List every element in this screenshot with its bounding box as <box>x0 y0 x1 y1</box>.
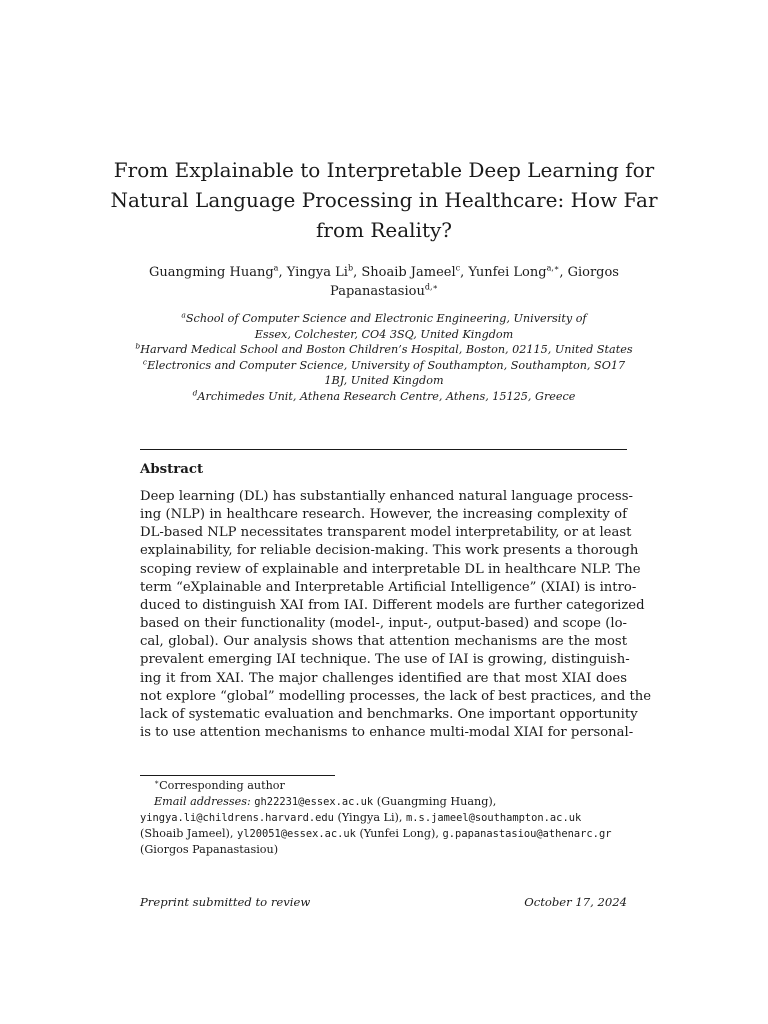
title-line: From Explainable to Interpretable Deep Learning for <box>113 158 655 182</box>
author-name: Yingya Li <box>286 265 348 280</box>
author-name: Papanastasiou <box>330 284 425 299</box>
affiliation-text: Essex, Colchester, CO4 3SQ, United Kingdom <box>254 327 514 341</box>
abstract-line: is to use attention mechanisms to enhance multi-modal XIAI for personal- <box>140 725 634 741</box>
author-affil-mark: d,∗ <box>424 282 438 292</box>
email-address[interactable]: yingya.li@childrens.harvard.edu <box>140 812 334 824</box>
author-name: Giorgos <box>567 265 619 280</box>
affiliation-line <box>100 373 668 389</box>
abstract-line: not explore “global” modelling processes, the lack of best practices, and the <box>140 688 652 704</box>
author-name: Yunfei Long <box>468 265 547 280</box>
email-address[interactable]: gh22231@essex.ac.uk <box>254 796 374 808</box>
email-owner: (Yingya Li), <box>337 811 403 824</box>
abstract-line: prevalent emerging IAI technique. The use of IAI is growing, distinguish- <box>140 652 630 668</box>
affiliation-text: Archimedes Unit, Athena Research Centre, Athens, 15125, Greece <box>197 389 576 403</box>
abstract-heading: Abstract <box>140 462 204 477</box>
abstract-line: ing (NLP) in healthcare research. However, the increasing complexity of <box>140 507 627 523</box>
abstract-line: duced to distinguish XAI from IAI. Different models are further categorized <box>140 597 645 613</box>
corresponding-author-note <box>140 778 627 794</box>
email-owner: (Guangming Huang), <box>376 795 497 808</box>
affiliation-text: 1BJ, United Kingdom <box>324 374 444 387</box>
title-line: from Reality? <box>316 218 452 242</box>
affiliation-text: Harvard Medical School and Boston Children’s Hospital, Boston, 02115, United States <box>140 343 633 356</box>
footnotes <box>140 778 627 858</box>
title-line: Natural Language Processing in Healthcare: How Far <box>110 188 658 212</box>
abstract-line: Deep learning (DL) has substantially enhanced natural language process- <box>140 489 633 504</box>
author-affil-mark: a,∗ <box>546 263 560 273</box>
affiliation-line <box>100 389 668 405</box>
email-line <box>140 794 627 810</box>
affiliation-text: School of Computer Science and Electronic Engineering, University of <box>185 312 587 325</box>
author-line: Guangming Huang$^a$, Yingya Li$^b$, Shoaib Jameel$^c$, Yunfei Long$^{a,∗}$, Giorgos <box>149 263 619 280</box>
abstract-line: based on their functionality (model-, input-, output-based) and scope (lo- <box>140 616 627 632</box>
affiliation-list <box>100 311 668 404</box>
abstract-line: lack of systematic evaluation and benchmarks. One important opportunity <box>140 706 638 722</box>
footnote-divider <box>140 775 335 776</box>
email-address[interactable]: yl20051@essex.ac.uk <box>237 828 356 840</box>
abstract-line: cal, global). Our analysis shows that attention mechanisms are the most <box>140 634 627 650</box>
author-list <box>130 263 638 301</box>
abstract-divider <box>140 449 627 450</box>
email-address[interactable]: g.papanastasiou@athenarc.gr <box>442 828 612 840</box>
footer-preprint-note: Preprint submitted to review <box>140 895 311 909</box>
author-name: Guangming Huang <box>149 265 274 280</box>
email-line <box>140 810 627 826</box>
affiliation-mark: c <box>142 356 148 366</box>
author-affil-mark: a <box>273 263 279 273</box>
abstract-line: DL-based NLP necessitates transparent model interpretability, or at least <box>140 525 632 541</box>
email-owner: (Yunfei Long), <box>359 827 439 840</box>
email-address[interactable]: m.s.jameel@southampton.ac.uk <box>406 812 582 824</box>
author-affil-mark: b <box>347 263 354 273</box>
affiliation-line <box>100 311 668 327</box>
author-name: Shoaib Jameel <box>361 265 456 280</box>
email-line <box>140 826 627 842</box>
affiliation-line <box>100 358 668 374</box>
author-line <box>130 282 638 301</box>
abstract-body <box>140 488 652 742</box>
affiliation-text: Electronics and Computer Science, University of Southampton, Southampton, SO17 <box>147 358 626 372</box>
affiliation-mark: b <box>135 341 141 351</box>
author-affil-mark: c <box>455 263 461 273</box>
affiliation-mark: d <box>192 387 198 397</box>
footer-date: October 17, 2024 <box>524 895 627 909</box>
email-label: Email addresses: <box>154 795 251 808</box>
abstract-line: scoping review of explainable and interpretable DL in healthcare NLP. The <box>140 561 641 577</box>
email-owner: (Giorgos Papanastasiou) <box>140 843 279 856</box>
abstract-line: explainability, for reliable decision-making. This work presents a thorough <box>140 543 639 559</box>
affiliation-mark: a <box>181 310 186 320</box>
paper-title <box>100 155 668 245</box>
corresponding-mark: ∗ <box>154 777 160 787</box>
email-line <box>140 842 627 858</box>
corresponding-text: Corresponding author <box>159 779 285 792</box>
affiliation-line <box>100 342 668 358</box>
affiliation-line <box>100 327 668 343</box>
abstract-line: term “eXplainable and Interpretable Artificial Intelligence” (XIAI) is intro- <box>140 579 637 595</box>
email-owner: (Shoaib Jameel), <box>140 827 234 840</box>
abstract-line: ing it from XAI. The major challenges identified are that most XIAI does <box>140 670 627 686</box>
